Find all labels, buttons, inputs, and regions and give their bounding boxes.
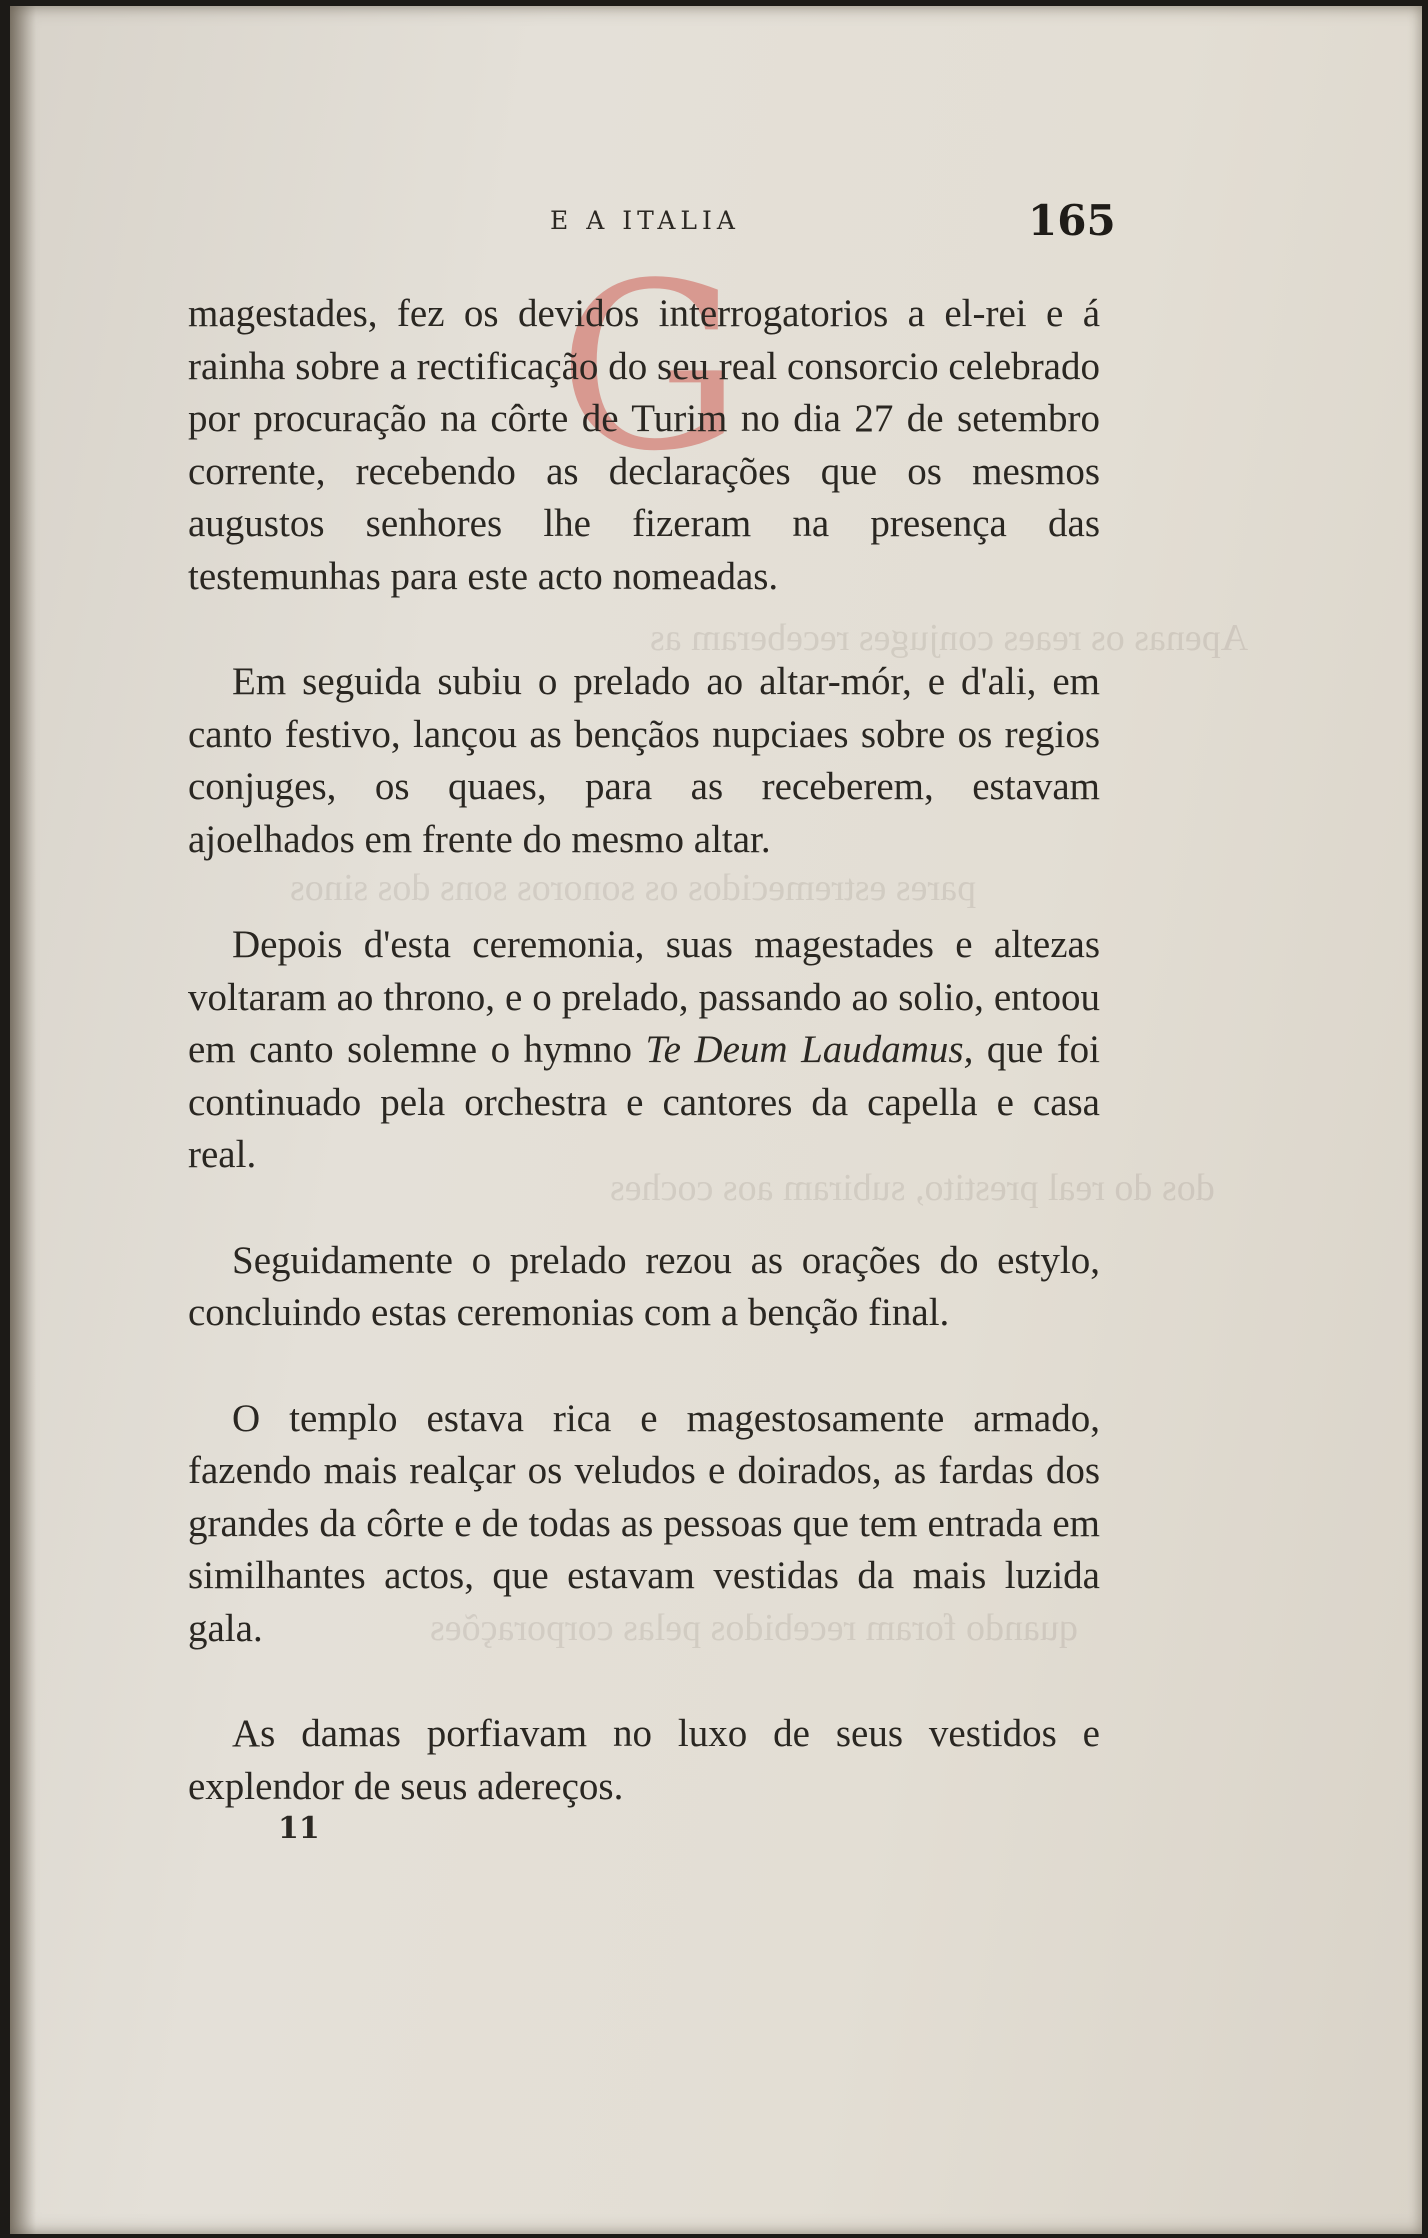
paragraph: [188, 919, 1100, 1182]
hymn-title: Te Deum Laudamus,: [645, 1028, 974, 1071]
body-text: [188, 288, 1100, 1866]
library-stamp: G: [558, 235, 742, 502]
page-number: 165: [1028, 196, 1116, 245]
running-title: E A ITALIA: [550, 206, 740, 235]
paragraph: O templo estava rica e magestosamente armado, fazendo mais realçar os veludos e doirados, as fardas dos grandes da côrte e de todas as pessoas que tem entrada em similhantes actos, que estavam vestidas da mais luzida gala.: [188, 1396, 1100, 1650]
paragraph: Em seguida subiu o prelado ao altar-mór, e d'ali, em canto festivo, lançou as bençãos nupciaes sobre os regios conjuges, os quaes, para as receberem, estavam ajoelhados em frente do mesmo altar.: [188, 660, 1100, 861]
signature-mark: 11: [278, 1811, 320, 1846]
paragraph: Seguidamente o prelado rezou as orações do estylo, concluindo estas ceremonias com a benção final.: [188, 1238, 1100, 1334]
book-page: [10, 6, 1422, 2234]
paragraph-text: que foi continuado pela orchestra e cantores da capella e casa real.: [188, 1028, 1101, 1176]
bleed-through-text: dos do real prestito, subiram aos coches: [610, 1167, 1215, 1209]
bleed-through-text: quando foram recebidos pelas corporações: [430, 1607, 1078, 1649]
bleed-through-text: Apenas os reaes conjuges receberam as: [650, 617, 1249, 659]
paragraph: magestades, fez os devidos interrogatorios a el-rei e á rainha sobre a rectificação do seu real consorcio celebrado por procuração na côrte de Turim no dia 27 de setembro corrente, recebendo as declarações que os mesmos augustos senhores lhe fizeram na presença das testemunhas para este acto nomeadas.: [188, 292, 1100, 598]
paragraph: As damas porfiavam no luxo de seus vestidos e explendor de seus adereços.: [188, 1712, 1100, 1808]
paragraph-text: Depois d'esta ceremonia, suas magestades e altezas voltaram ao throno, e o prelado, passando ao solio, entoou em canto solemne o hymno: [188, 923, 1100, 1071]
bleed-through-text: pares estremecidos os sonoros sons dos sinos: [290, 867, 977, 909]
